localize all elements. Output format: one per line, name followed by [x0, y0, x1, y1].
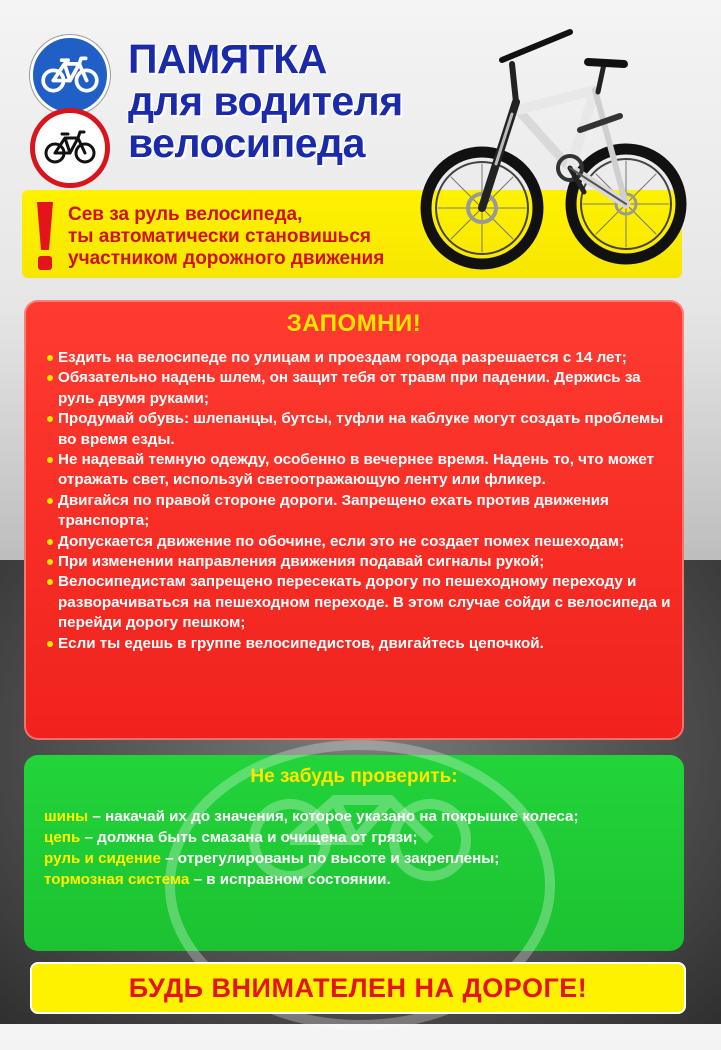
list-item	[44, 869, 674, 890]
warning-line: участником дорожного движения	[68, 248, 385, 269]
list-item	[44, 848, 674, 869]
warning-text	[68, 204, 384, 270]
check-text: – накачай их до значения, которое указано на покрышке колеса;	[88, 808, 579, 825]
list-item: Если ты едешь в группе велосипедистов, двигайтесь цепочкой.	[46, 634, 671, 654]
warning-line: Сев за руль велосипеда,	[68, 204, 303, 225]
check-term: тормозная система	[44, 871, 190, 888]
list-item	[44, 806, 674, 827]
list-item: Ездить на велосипеде по улицам и проездам города разрешается с 14 лет;	[46, 348, 671, 368]
no-bicycles-sign-icon	[30, 108, 110, 188]
check-text: – в исправном состоянии.	[189, 871, 391, 888]
title-line: для водителя	[128, 78, 403, 124]
list-item: Не надевай темную одежду, особенно в вечернее время. Надень то, что может отражать свет, используй светоотражающую ленту или фликер.	[46, 450, 671, 491]
check-text: – должна быть смазана и очищена от грязи;	[80, 829, 418, 846]
title-line: велосипеда	[128, 120, 365, 166]
exclamation-icon	[34, 200, 56, 272]
warning-line: ты автоматически становишься	[68, 226, 372, 247]
remember-title: ЗАПОМНИ!	[286, 310, 422, 337]
list-item: Двигайся по правой стороне дороги. Запрещено ехать против движения транспорта;	[46, 491, 671, 532]
check-title: Не забудь проверить:	[250, 766, 458, 787]
banner-text: БУДЬ ВНИМАТЕЛЕН НА ДОРОГЕ!	[128, 973, 588, 1003]
list-item: При изменении направления движения подавай сигналы рукой;	[46, 552, 671, 572]
bicycle-path-sign-icon	[30, 35, 110, 115]
list-item: Допускается движение по обочине, если это не создает помех пешеходам;	[46, 532, 671, 552]
list-item: Велосипедистам запрещено пересекать дорогу по пешеходному переходу и разворачиваться на пешеходном переходе. В этом случае сойди с велосипеда и перейди дорогу пешком;	[46, 572, 671, 633]
remember-list	[46, 348, 671, 654]
list-item: Продумай обувь: шлепанцы, бутсы, туфли на каблуке могут создать проблемы во время езды.	[46, 409, 671, 450]
title-line: ПАМЯТКА	[128, 36, 327, 82]
check-term: цепь	[44, 829, 81, 846]
page-title	[128, 38, 403, 164]
list-item: Обязательно надень шлем, он защит тебя от травм при падении. Держись за руль двумя руками;	[46, 368, 671, 409]
list-item	[44, 827, 674, 848]
check-text: – отрегулированы по высоте и закреплены;	[160, 850, 500, 867]
check-term: руль и сидение	[44, 850, 161, 867]
check-term: шины	[44, 808, 89, 825]
mountain-bike-illustration	[420, 18, 700, 280]
check-list	[44, 806, 674, 890]
